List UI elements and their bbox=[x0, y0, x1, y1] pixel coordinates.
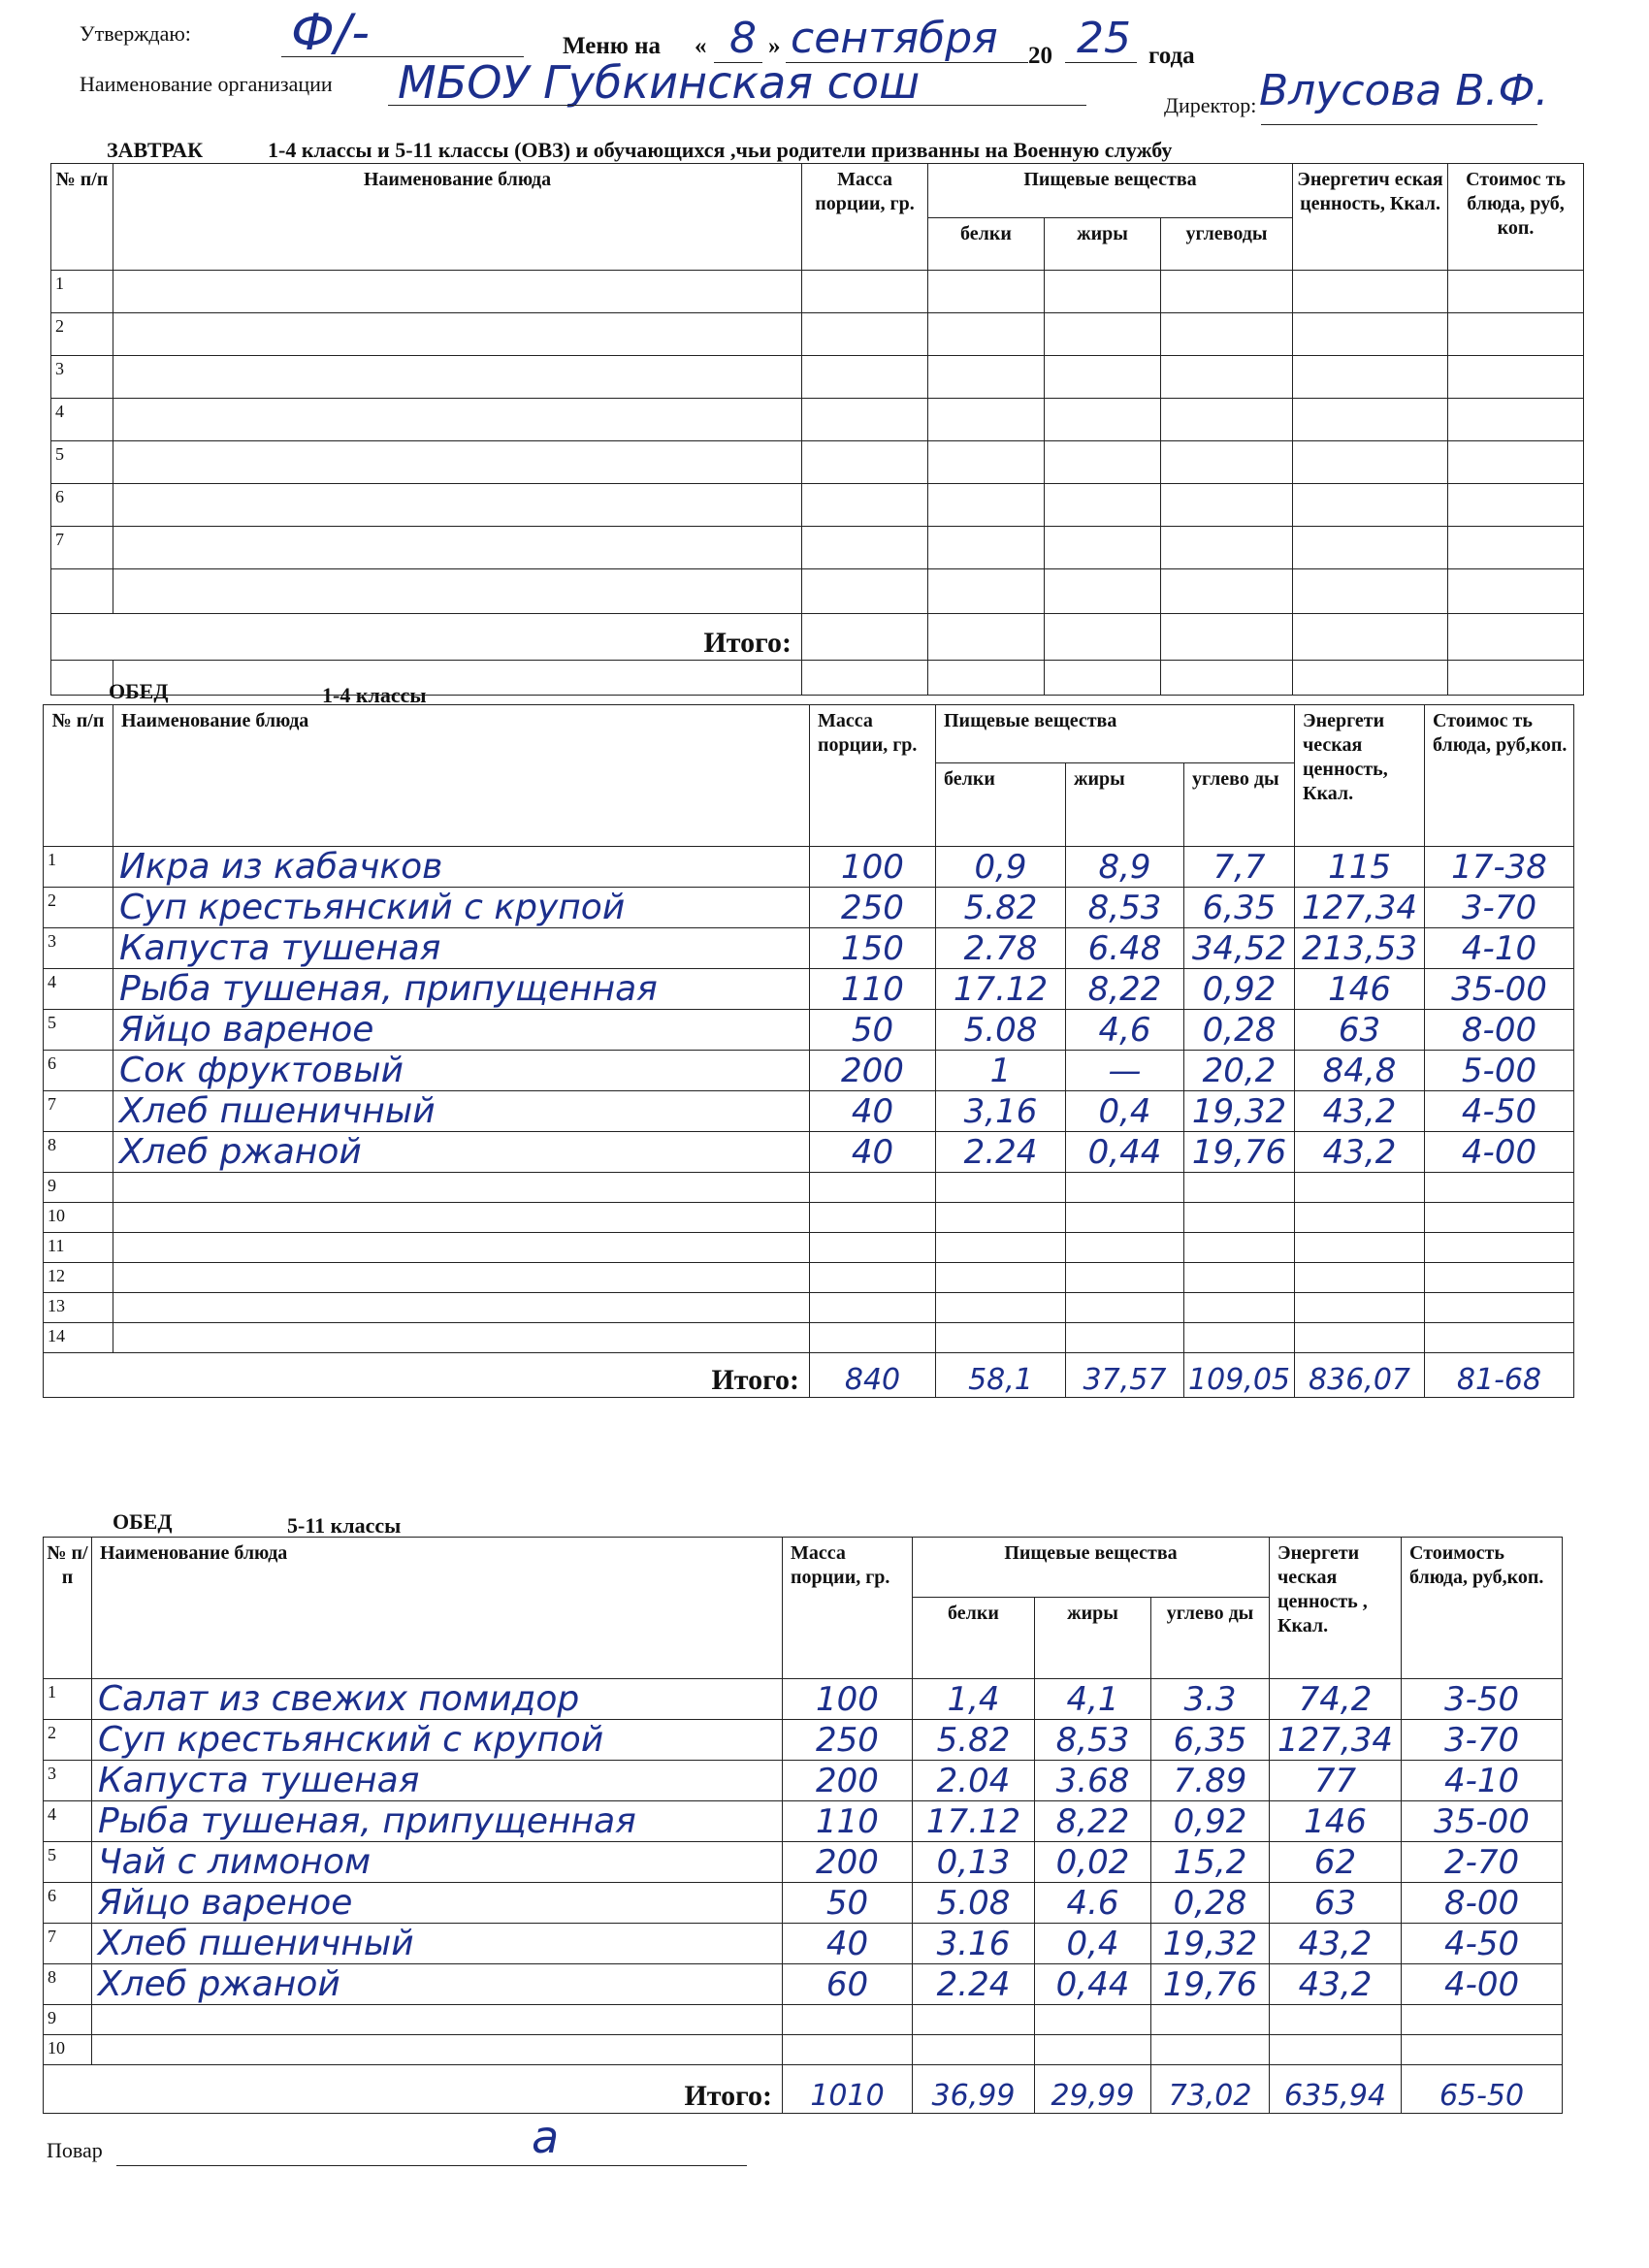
cell-mass: 110 bbox=[783, 1801, 913, 1842]
cell-energy: 146 bbox=[1295, 969, 1425, 1010]
menu-month: сентября bbox=[791, 14, 998, 63]
table-row bbox=[44, 969, 1574, 1010]
approve-label: Утверждаю: bbox=[80, 21, 191, 46]
cell-cost bbox=[1425, 1203, 1574, 1233]
table-row bbox=[44, 1323, 1574, 1353]
row-number: 3 bbox=[44, 1761, 92, 1801]
cell-name bbox=[113, 1323, 810, 1353]
cook-signature: a bbox=[532, 2111, 560, 2163]
cell-name: Икра из кабачков bbox=[113, 847, 810, 888]
col-energy: Энергети ческая ценность , Ккал. bbox=[1270, 1538, 1402, 1679]
cell-name: Хлеб пшеничный bbox=[92, 1924, 783, 1964]
cell-carbs bbox=[1184, 1203, 1295, 1233]
cell-cost: 35-00 bbox=[1402, 1801, 1563, 1842]
cell-fat bbox=[1066, 1293, 1184, 1323]
cell-fat: 8,22 bbox=[1035, 1801, 1151, 1842]
col-nutrients: Пищевые вещества bbox=[928, 164, 1293, 218]
year-suffix: 25 bbox=[1077, 14, 1131, 63]
cell-energy: 43,2 bbox=[1295, 1091, 1425, 1132]
row-number: 3 bbox=[44, 928, 113, 969]
cell-mass bbox=[810, 1293, 936, 1323]
open-quote: « bbox=[695, 33, 707, 59]
table-row bbox=[44, 1679, 1563, 1720]
cell-mass: 40 bbox=[810, 1091, 936, 1132]
table-row bbox=[44, 847, 1574, 888]
row-number: 7 bbox=[44, 1924, 92, 1964]
cell-carbs: 34,52 bbox=[1184, 928, 1295, 969]
cell-cost bbox=[1425, 1293, 1574, 1323]
cell-protein: 2.24 bbox=[913, 1964, 1035, 2005]
row-number: 5 bbox=[44, 1010, 113, 1051]
cell-mass bbox=[783, 2035, 913, 2065]
table-row bbox=[44, 1203, 1574, 1233]
col-fat: жиры bbox=[1035, 1598, 1151, 1679]
lunch2-subtitle: 5-11 классы bbox=[287, 1513, 402, 1538]
row-number: 4 bbox=[44, 969, 113, 1010]
cell-cost: 3-70 bbox=[1425, 888, 1574, 928]
cell-fat: 3.68 bbox=[1035, 1761, 1151, 1801]
cell-mass: 200 bbox=[783, 1761, 913, 1801]
cell-cost: 35-00 bbox=[1425, 969, 1574, 1010]
table-row: 1 bbox=[51, 271, 1584, 313]
cell-protein: 1,4 bbox=[913, 1679, 1035, 1720]
cell-energy bbox=[1270, 2035, 1402, 2065]
cell-name bbox=[113, 1293, 810, 1323]
lunch2-table bbox=[43, 1537, 1563, 2114]
cell-carbs bbox=[1151, 2005, 1270, 2035]
cell-name bbox=[92, 2035, 783, 2065]
table-row bbox=[44, 2005, 1563, 2035]
col-num: № п/п bbox=[51, 164, 113, 271]
cell-protein: 1 bbox=[936, 1051, 1066, 1091]
table-row bbox=[44, 1173, 1574, 1203]
cell-protein bbox=[936, 1323, 1066, 1353]
director-name: Влусова В.Ф. bbox=[1259, 66, 1549, 115]
total-row bbox=[44, 2065, 1563, 2114]
col-carbs: углево ды bbox=[1184, 763, 1295, 847]
cell-cost: 4-50 bbox=[1425, 1091, 1574, 1132]
table-row bbox=[44, 1964, 1563, 2005]
table-row bbox=[44, 1293, 1574, 1323]
cell-mass: 200 bbox=[810, 1051, 936, 1091]
row-number: 11 bbox=[44, 1233, 113, 1263]
cell-mass: 250 bbox=[783, 1720, 913, 1761]
cell-mass bbox=[810, 1263, 936, 1293]
cell-protein bbox=[936, 1203, 1066, 1233]
cell-fat: 0,4 bbox=[1066, 1091, 1184, 1132]
row-number: 6 bbox=[44, 1883, 92, 1924]
year-label: года bbox=[1148, 43, 1195, 69]
table-row bbox=[44, 1842, 1563, 1883]
cell-name bbox=[113, 1203, 810, 1233]
cell-carbs: 19,32 bbox=[1184, 1091, 1295, 1132]
cell-carbs bbox=[1184, 1323, 1295, 1353]
col-mass: Масса порции, гр. bbox=[810, 705, 936, 847]
row-number: 1 bbox=[44, 847, 113, 888]
cell-energy bbox=[1295, 1323, 1425, 1353]
cell-fat: 8,53 bbox=[1035, 1720, 1151, 1761]
cell-energy: 62 bbox=[1270, 1842, 1402, 1883]
row-number: 13 bbox=[44, 1293, 113, 1323]
lunch1-total-protein: 58,1 bbox=[936, 1353, 1066, 1398]
cell-carbs: 15,2 bbox=[1151, 1842, 1270, 1883]
row-number: 2 bbox=[44, 1720, 92, 1761]
row-number: 8 bbox=[44, 1964, 92, 2005]
table-row bbox=[44, 928, 1574, 969]
row-number: 6 bbox=[44, 1051, 113, 1091]
cell-energy bbox=[1295, 1233, 1425, 1263]
total-row bbox=[51, 614, 1584, 661]
cell-mass bbox=[783, 2005, 913, 2035]
cell-name: Яйцо вареное bbox=[113, 1010, 810, 1051]
table-row bbox=[51, 569, 1584, 614]
cell-energy bbox=[1295, 1293, 1425, 1323]
table-row: 3 bbox=[51, 356, 1584, 399]
cell-protein: 2.78 bbox=[936, 928, 1066, 969]
cell-cost: 2-70 bbox=[1402, 1842, 1563, 1883]
cell-name: Хлеб ржаной bbox=[113, 1132, 810, 1173]
cell-cost: 17-38 bbox=[1425, 847, 1574, 888]
table-row: 6 bbox=[51, 484, 1584, 527]
row-number: 10 bbox=[44, 2035, 92, 2065]
cell-fat bbox=[1066, 1263, 1184, 1293]
cell-mass bbox=[810, 1203, 936, 1233]
cell-carbs: 19,76 bbox=[1151, 1964, 1270, 2005]
cell-name bbox=[113, 1263, 810, 1293]
col-cost: Стоимос ть блюда, руб,коп. bbox=[1425, 705, 1574, 847]
lunch1-total-fat: 37,57 bbox=[1066, 1353, 1184, 1398]
org-label: Наименование организации bbox=[80, 72, 333, 96]
lunch1-title: ОБЕД bbox=[109, 679, 169, 703]
cell-carbs: 6,35 bbox=[1184, 888, 1295, 928]
cell-energy: 84,8 bbox=[1295, 1051, 1425, 1091]
cell-energy: 213,53 bbox=[1295, 928, 1425, 969]
lunch1-table bbox=[43, 704, 1574, 1398]
row-number: 9 bbox=[44, 1173, 113, 1203]
cell-carbs: 7.89 bbox=[1151, 1761, 1270, 1801]
cell-protein bbox=[936, 1263, 1066, 1293]
cell-cost: 8-00 bbox=[1425, 1010, 1574, 1051]
cell-mass: 200 bbox=[783, 1842, 913, 1883]
cell-fat: 0,4 bbox=[1035, 1924, 1151, 1964]
cell-fat bbox=[1066, 1233, 1184, 1263]
cell-fat: 8,22 bbox=[1066, 969, 1184, 1010]
cell-protein bbox=[936, 1293, 1066, 1323]
cell-fat: 4,1 bbox=[1035, 1679, 1151, 1720]
col-num: № п/п bbox=[44, 705, 113, 847]
col-num: № п/п bbox=[44, 1538, 92, 1679]
cell-protein: 17.12 bbox=[936, 969, 1066, 1010]
cell-cost: 3-70 bbox=[1402, 1720, 1563, 1761]
cell-energy: 43,2 bbox=[1295, 1132, 1425, 1173]
cell-energy bbox=[1295, 1173, 1425, 1203]
breakfast-subtitle: 1-4 классы и 5-11 классы (ОВЗ) и обучающихся ,чьи родители призванны на Военную службу bbox=[268, 138, 1173, 162]
cell-protein: 2.04 bbox=[913, 1761, 1035, 1801]
cell-carbs bbox=[1184, 1293, 1295, 1323]
cell-mass bbox=[810, 1233, 936, 1263]
table-row bbox=[44, 1761, 1563, 1801]
breakfast-table bbox=[50, 163, 1584, 696]
cell-energy bbox=[1295, 1263, 1425, 1293]
cell-carbs: 19,32 bbox=[1151, 1924, 1270, 1964]
cell-protein bbox=[913, 2005, 1035, 2035]
col-cost: Стоимость блюда, руб,коп. bbox=[1402, 1538, 1563, 1679]
cell-name: Чай с лимоном bbox=[92, 1842, 783, 1883]
cell-cost bbox=[1425, 1263, 1574, 1293]
col-protein: белки bbox=[928, 218, 1045, 271]
cell-protein: 5.08 bbox=[936, 1010, 1066, 1051]
row-number: 8 bbox=[44, 1132, 113, 1173]
col-cost: Стоимос ть блюда, руб, коп. bbox=[1448, 164, 1584, 271]
cell-name: Хлеб ржаной bbox=[92, 1964, 783, 2005]
table-row bbox=[44, 2035, 1563, 2065]
cell-carbs: 0,92 bbox=[1184, 969, 1295, 1010]
lunch1-total-mass: 840 bbox=[810, 1353, 936, 1398]
cell-protein: 5.08 bbox=[913, 1883, 1035, 1924]
cell-fat: — bbox=[1066, 1051, 1184, 1091]
cell-fat: 6.48 bbox=[1066, 928, 1184, 969]
cell-fat: 0,44 bbox=[1035, 1964, 1151, 2005]
cell-mass: 100 bbox=[783, 1679, 913, 1720]
lunch2-title: ОБЕД bbox=[113, 1509, 173, 1534]
cell-cost bbox=[1402, 2035, 1563, 2065]
cell-name: Суп крестьянский с крупой bbox=[113, 888, 810, 928]
row-number: 9 bbox=[44, 2005, 92, 2035]
lunch1-total-energy: 836,07 bbox=[1295, 1353, 1425, 1398]
col-mass: Масса порции, гр. bbox=[802, 164, 928, 271]
cell-energy bbox=[1295, 1203, 1425, 1233]
cell-fat: 0,44 bbox=[1066, 1132, 1184, 1173]
cell-energy: 127,34 bbox=[1270, 1720, 1402, 1761]
cell-cost bbox=[1425, 1323, 1574, 1353]
cell-protein: 5.82 bbox=[936, 888, 1066, 928]
cell-carbs bbox=[1151, 2035, 1270, 2065]
col-name: Наименование блюда bbox=[92, 1538, 783, 1679]
cell-cost: 3-50 bbox=[1402, 1679, 1563, 1720]
cell-mass: 150 bbox=[810, 928, 936, 969]
table-row bbox=[44, 1233, 1574, 1263]
cell-energy bbox=[1270, 2005, 1402, 2035]
cell-fat bbox=[1066, 1173, 1184, 1203]
lunch1-total-carbs: 109,05 bbox=[1184, 1353, 1295, 1398]
cell-protein bbox=[936, 1233, 1066, 1263]
lunch1-total-cost: 81-68 bbox=[1425, 1353, 1574, 1398]
cell-carbs: 0,28 bbox=[1151, 1883, 1270, 1924]
table-row: 4 bbox=[51, 399, 1584, 441]
row-number: 14 bbox=[44, 1323, 113, 1353]
cell-name: Сок фруктовый bbox=[113, 1051, 810, 1091]
cell-name bbox=[113, 1233, 810, 1263]
col-fat: жиры bbox=[1045, 218, 1161, 271]
breakfast-total-label: Итого: bbox=[51, 614, 802, 661]
col-carbs: углево ды bbox=[1151, 1598, 1270, 1679]
cell-name: Яйцо вареное bbox=[92, 1883, 783, 1924]
cell-carbs bbox=[1184, 1173, 1295, 1203]
table-row bbox=[44, 1010, 1574, 1051]
table-row bbox=[44, 1091, 1574, 1132]
cell-carbs: 6,35 bbox=[1151, 1720, 1270, 1761]
cell-cost: 4-50 bbox=[1402, 1924, 1563, 1964]
cell-cost: 8-00 bbox=[1402, 1883, 1563, 1924]
cell-carbs bbox=[1184, 1233, 1295, 1263]
cell-protein bbox=[936, 1173, 1066, 1203]
cell-energy: 127,34 bbox=[1295, 888, 1425, 928]
row-number: 12 bbox=[44, 1263, 113, 1293]
cell-mass: 40 bbox=[783, 1924, 913, 1964]
cell-protein: 3,16 bbox=[936, 1091, 1066, 1132]
table-row bbox=[44, 888, 1574, 928]
cell-protein: 2.24 bbox=[936, 1132, 1066, 1173]
cell-name: Капуста тушеная bbox=[92, 1761, 783, 1801]
cell-mass: 100 bbox=[810, 847, 936, 888]
cell-fat: 4,6 bbox=[1066, 1010, 1184, 1051]
table-row: 5 bbox=[51, 441, 1584, 484]
cell-fat: 4.6 bbox=[1035, 1883, 1151, 1924]
cell-fat: 8,9 bbox=[1066, 847, 1184, 888]
col-nutrients: Пищевые вещества bbox=[913, 1538, 1270, 1598]
cell-name: Суп крестьянский с крупой bbox=[92, 1720, 783, 1761]
cell-name: Капуста тушеная bbox=[113, 928, 810, 969]
cell-mass: 110 bbox=[810, 969, 936, 1010]
col-energy: Энергети ческая ценность, Ккал. bbox=[1295, 705, 1425, 847]
cell-cost bbox=[1425, 1173, 1574, 1203]
lunch2-total-protein: 36,99 bbox=[913, 2065, 1035, 2114]
cell-protein bbox=[913, 2035, 1035, 2065]
row-number: 10 bbox=[44, 1203, 113, 1233]
col-name: Наименование блюда bbox=[113, 705, 810, 847]
cell-fat bbox=[1035, 2035, 1151, 2065]
cell-protein: 0,13 bbox=[913, 1842, 1035, 1883]
cell-name: Рыба тушеная, припущенная bbox=[113, 969, 810, 1010]
cell-fat: 0,02 bbox=[1035, 1842, 1151, 1883]
cell-energy: 74,2 bbox=[1270, 1679, 1402, 1720]
row-number: 1 bbox=[44, 1679, 92, 1720]
cell-cost bbox=[1425, 1233, 1574, 1263]
table-row: 2 bbox=[51, 313, 1584, 356]
lunch2-total-energy: 635,94 bbox=[1270, 2065, 1402, 2114]
menu-day: 8 bbox=[729, 14, 757, 63]
cell-cost: 4-10 bbox=[1402, 1761, 1563, 1801]
cell-cost: 4-10 bbox=[1425, 928, 1574, 969]
cell-energy: 77 bbox=[1270, 1761, 1402, 1801]
lunch2-total-fat: 29,99 bbox=[1035, 2065, 1151, 2114]
cell-fat bbox=[1066, 1203, 1184, 1233]
cell-energy: 146 bbox=[1270, 1801, 1402, 1842]
cell-name bbox=[92, 2005, 783, 2035]
org-name: МБОУ Губкинская сош bbox=[398, 56, 921, 109]
lunch2-total-carbs: 73,02 bbox=[1151, 2065, 1270, 2114]
lunch2-total-cost: 65-50 bbox=[1402, 2065, 1563, 2114]
col-carbs: углеводы bbox=[1161, 218, 1293, 271]
approve-signature: Ф/- bbox=[291, 4, 371, 62]
row-number: 4 bbox=[44, 1801, 92, 1842]
col-energy: Энергетич еская ценность, Ккал. bbox=[1293, 164, 1448, 271]
lunch2-total-label: Итого: bbox=[44, 2065, 783, 2114]
table-row bbox=[44, 1883, 1563, 1924]
col-mass: Масса порции, гр. bbox=[783, 1538, 913, 1679]
row-number: 7 bbox=[44, 1091, 113, 1132]
cell-carbs: 0,92 bbox=[1151, 1801, 1270, 1842]
total-row bbox=[44, 1353, 1574, 1398]
cell-protein: 3.16 bbox=[913, 1924, 1035, 1964]
cook-label: Повар bbox=[47, 2138, 103, 2162]
table-row bbox=[44, 1263, 1574, 1293]
cell-cost bbox=[1402, 2005, 1563, 2035]
cell-fat: 8,53 bbox=[1066, 888, 1184, 928]
row-number: 5 bbox=[44, 1842, 92, 1883]
table-row bbox=[44, 1720, 1563, 1761]
cell-energy: 43,2 bbox=[1270, 1924, 1402, 1964]
table-row bbox=[44, 1132, 1574, 1173]
cell-protein: 0,9 bbox=[936, 847, 1066, 888]
cell-fat bbox=[1066, 1323, 1184, 1353]
cell-protein: 17.12 bbox=[913, 1801, 1035, 1842]
col-fat: жиры bbox=[1066, 763, 1184, 847]
cell-cost: 5-00 bbox=[1425, 1051, 1574, 1091]
cell-carbs: 0,28 bbox=[1184, 1010, 1295, 1051]
col-protein: белки bbox=[936, 763, 1066, 847]
year-prefix: 20 bbox=[1028, 43, 1052, 69]
row-number: 2 bbox=[44, 888, 113, 928]
cell-mass: 250 bbox=[810, 888, 936, 928]
cell-energy: 63 bbox=[1295, 1010, 1425, 1051]
cell-name: Рыба тушеная, припущенная bbox=[92, 1801, 783, 1842]
cell-cost: 4-00 bbox=[1402, 1964, 1563, 2005]
cell-mass: 60 bbox=[783, 1964, 913, 2005]
cell-name bbox=[113, 1173, 810, 1203]
director-label: Директор: bbox=[1164, 93, 1257, 117]
menu-label: Меню на bbox=[563, 33, 662, 59]
table-row bbox=[44, 1801, 1563, 1842]
col-protein: белки bbox=[913, 1598, 1035, 1679]
lunch1-subtitle: 1-4 классы bbox=[322, 683, 427, 707]
lunch1-total-label: Итого: bbox=[44, 1353, 810, 1398]
cell-carbs: 3.3 bbox=[1151, 1679, 1270, 1720]
close-quote: » bbox=[768, 33, 781, 59]
lunch2-total-mass: 1010 bbox=[783, 2065, 913, 2114]
cell-energy: 63 bbox=[1270, 1883, 1402, 1924]
cell-cost: 4-00 bbox=[1425, 1132, 1574, 1173]
cell-carbs: 19,76 bbox=[1184, 1132, 1295, 1173]
cell-mass bbox=[810, 1173, 936, 1203]
table-row bbox=[44, 1924, 1563, 1964]
cell-protein: 5.82 bbox=[913, 1720, 1035, 1761]
cell-name: Хлеб пшеничный bbox=[113, 1091, 810, 1132]
cell-mass bbox=[810, 1323, 936, 1353]
cell-energy: 115 bbox=[1295, 847, 1425, 888]
table-row bbox=[44, 1051, 1574, 1091]
cell-mass: 50 bbox=[810, 1010, 936, 1051]
breakfast-title: ЗАВТРАК bbox=[107, 138, 204, 162]
cell-fat bbox=[1035, 2005, 1151, 2035]
col-nutrients: Пищевые вещества bbox=[936, 705, 1295, 763]
cell-carbs bbox=[1184, 1263, 1295, 1293]
cell-mass: 40 bbox=[810, 1132, 936, 1173]
table-row: 7 bbox=[51, 527, 1584, 569]
cell-name: Салат из свежих помидор bbox=[92, 1679, 783, 1720]
cell-energy: 43,2 bbox=[1270, 1964, 1402, 2005]
cell-carbs: 20,2 bbox=[1184, 1051, 1295, 1091]
cell-mass: 50 bbox=[783, 1883, 913, 1924]
col-name: Наименование блюда bbox=[113, 164, 802, 271]
cell-carbs: 7,7 bbox=[1184, 847, 1295, 888]
